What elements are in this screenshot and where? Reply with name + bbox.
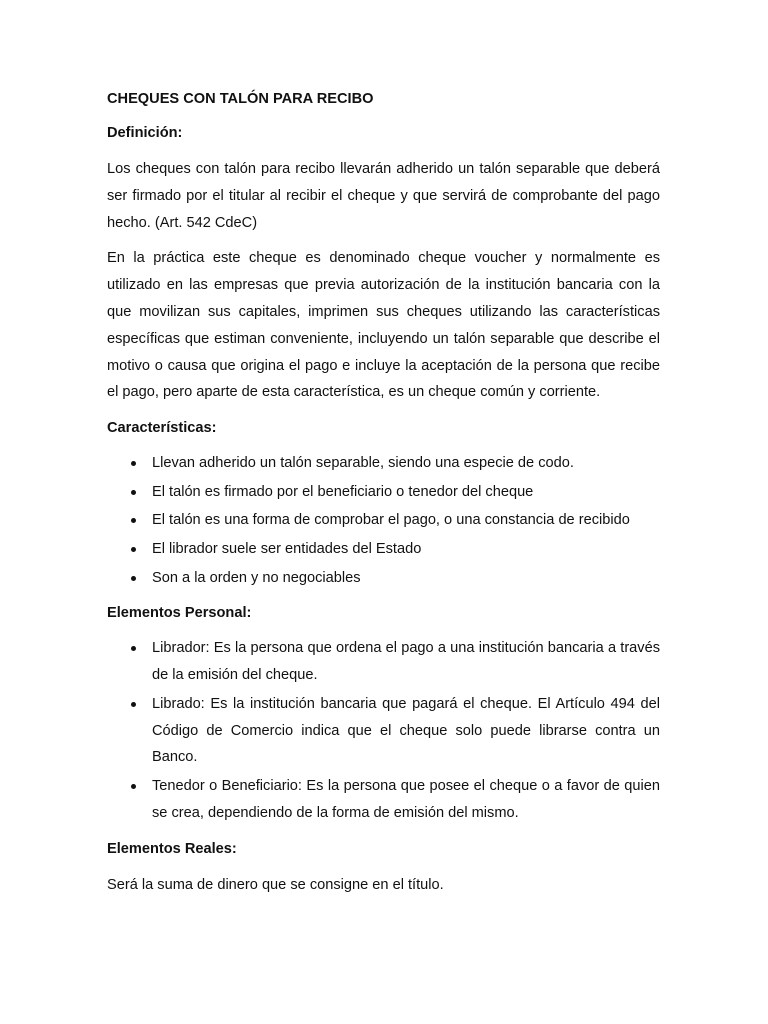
paragraph: Los cheques con talón para recibo llevarán adherido un talón separable que deberá ser firmado por el titular al recibir el cheque y que servirá de comprobante del pago hecho. (Art. 542 CdeC) bbox=[107, 161, 660, 231]
bullet-icon bbox=[131, 702, 136, 707]
list-item bbox=[107, 635, 660, 689]
list-item-text: El talón es una forma de comprobar el pago, o una constancia de recibido bbox=[152, 512, 630, 529]
bullet-icon bbox=[131, 490, 136, 495]
bullet-list-elementos-personal bbox=[107, 635, 660, 826]
section-heading-caracteristicas: Características: bbox=[107, 420, 217, 437]
bullet-list-caracteristicas bbox=[107, 450, 660, 591]
document-page bbox=[107, 86, 660, 898]
bullet-icon bbox=[131, 576, 136, 581]
document-title: CHEQUES CON TALÓN PARA RECIBO bbox=[107, 91, 374, 107]
list-item-text: El librador suele ser entidades del Estado bbox=[152, 540, 422, 557]
bullet-icon bbox=[131, 547, 136, 552]
section-heading-definicion: Definición: bbox=[107, 125, 183, 141]
bullet-icon bbox=[131, 461, 136, 466]
list-item bbox=[107, 479, 660, 506]
list-item bbox=[107, 565, 660, 592]
list-item bbox=[107, 536, 660, 563]
list-item-text: Librado: Es la institución bancaria que pagará el cheque. El Artículo 494 del Código de Comercio indica que el cheque solo puede librarse contra un Banco. bbox=[152, 695, 660, 766]
list-item-text: El talón es firmado por el beneficiario o tenedor del cheque bbox=[152, 483, 534, 500]
list-item bbox=[107, 691, 660, 771]
bullet-icon bbox=[131, 646, 136, 651]
section-heading-elementos-reales: Elementos Reales: bbox=[107, 840, 237, 857]
list-item-text: Tenedor o Beneficiario: Es la persona que posee el cheque o a favor de quien se crea, dependiendo de la forma de emisión del mismo. bbox=[152, 777, 660, 821]
list-item bbox=[107, 773, 660, 827]
bullet-icon bbox=[131, 518, 136, 523]
section-heading-elementos-personal: Elementos Personal: bbox=[107, 605, 252, 622]
list-item-text: Son a la orden y no negociables bbox=[152, 569, 361, 586]
list-item bbox=[107, 507, 660, 534]
list-item bbox=[107, 450, 660, 477]
list-item-text: Librador: Es la persona que ordena el pago a una institución bancaria a través de la emisión del cheque. bbox=[152, 640, 660, 684]
paragraph: En la práctica este cheque es denominado cheque voucher y normalmente es utilizado en las empresas que previa autorización de la institución bancaria con la que movilizan sus capitales, imprimen sus cheques utilizando las características específicas que estiman conveniente, incluyendo un talón separable que describe el motivo o causa que origina el pago e incluye la aceptación de la persona que recibe el pago, pero aparte de esta característica, es un cheque común y corriente. bbox=[107, 250, 660, 401]
list-item-text: Llevan adherido un talón separable, siendo una especie de codo. bbox=[152, 455, 574, 472]
paragraph: Será la suma de dinero que se consigne en el título. bbox=[107, 876, 444, 893]
bullet-icon bbox=[131, 784, 136, 789]
